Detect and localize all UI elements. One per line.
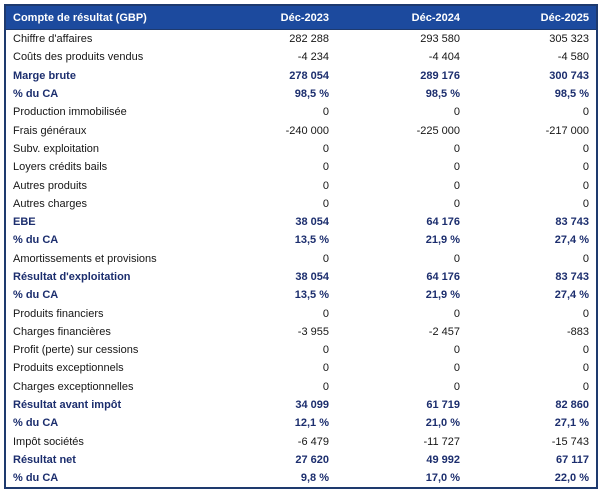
- cell-value: -15 743: [551, 435, 589, 448]
- cell-value: 0: [322, 362, 329, 375]
- cell-value: 22,0 %: [554, 472, 589, 485]
- row-label: Produits exceptionnels: [13, 362, 124, 375]
- cell-value: 9,8 %: [300, 472, 329, 485]
- cell-value: -4 404: [428, 51, 460, 64]
- cell-value: 34 099: [295, 399, 329, 412]
- table-row: [5, 213, 597, 231]
- row-label: Autres charges: [13, 197, 87, 210]
- cell-value: 0: [582, 161, 589, 174]
- cell-value: 0: [582, 142, 589, 155]
- cell-value: 0: [453, 142, 460, 155]
- cell-value: 13,5 %: [294, 289, 329, 302]
- cell-value: 0: [453, 179, 460, 192]
- cell-value: 278 054: [289, 69, 329, 82]
- cell-value: 0: [322, 106, 329, 119]
- cell-value: 38 054: [295, 216, 329, 229]
- row-label: Profit (perte) sur cessions: [13, 344, 139, 357]
- table-row: [5, 67, 597, 85]
- cell-value: 0: [453, 252, 460, 265]
- table-row: [5, 341, 597, 359]
- cell-value: 0: [582, 362, 589, 375]
- row-label: Charges exceptionnelles: [13, 380, 134, 393]
- cell-value: 0: [582, 344, 589, 357]
- cell-value: 38 054: [295, 271, 329, 283]
- cell-value: -11 727: [423, 435, 460, 448]
- row-label: Résultat avant impôt: [13, 399, 122, 412]
- table-title: Compte de résultat (GBP): [5, 5, 205, 30]
- table-row: [5, 433, 597, 451]
- header-row: [5, 5, 597, 30]
- table-row: [5, 85, 597, 103]
- cell-value: 27,4 %: [554, 289, 589, 302]
- cell-value: 12,1 %: [294, 417, 329, 430]
- cell-value: 0: [582, 252, 589, 265]
- row-label: Coûts des produits vendus: [13, 51, 144, 64]
- row-label: Charges financières: [13, 325, 111, 338]
- table-row: [5, 304, 597, 322]
- cell-value: 21,9 %: [425, 234, 460, 247]
- row-label: % du CA: [13, 88, 59, 101]
- cell-value: 61 719: [426, 399, 460, 412]
- row-label: % du CA: [13, 472, 59, 485]
- table-row: [5, 378, 597, 396]
- cell-value: 0: [582, 197, 589, 210]
- table-row: [5, 231, 597, 249]
- table-row: [5, 286, 597, 304]
- cell-value: -3 955: [297, 325, 329, 338]
- cell-value: 0: [322, 380, 329, 393]
- cell-value: 27,4 %: [554, 234, 589, 247]
- cell-value: 282 288: [289, 33, 329, 46]
- cell-value: 49 992: [426, 453, 460, 466]
- table-row: [5, 30, 597, 49]
- cell-value: 0: [322, 252, 329, 265]
- table-row: [5, 250, 597, 268]
- table-row: [5, 451, 597, 469]
- cell-value: -4 234: [297, 51, 329, 64]
- table-row: [5, 323, 597, 341]
- row-label: Résultat d'exploitation: [13, 271, 131, 283]
- cell-value: 17,0 %: [425, 472, 460, 485]
- row-label: Amortissements et provisions: [13, 252, 157, 265]
- cell-value: 0: [322, 197, 329, 210]
- cell-value: 21,0 %: [425, 417, 460, 430]
- table-row: [5, 48, 597, 66]
- cell-value: 13,5 %: [294, 234, 329, 247]
- cell-value: 0: [453, 106, 460, 119]
- cell-value: 300 743: [549, 69, 589, 82]
- cell-value: 0: [582, 179, 589, 192]
- cell-value: 27 620: [295, 453, 329, 466]
- table-row: [5, 158, 597, 176]
- cell-value: 0: [322, 344, 329, 357]
- table-row: [5, 359, 597, 377]
- cell-value: 0: [322, 142, 329, 155]
- row-label: Production immobilisée: [13, 106, 127, 119]
- cell-value: 82 860: [555, 399, 589, 412]
- row-label: Impôt sociétés: [13, 435, 84, 448]
- column-header-dec-2023: Déc-2023: [205, 5, 336, 30]
- cell-value: 98,5 %: [425, 88, 460, 101]
- column-header-dec-2024: Déc-2024: [336, 5, 467, 30]
- cell-value: -240 000: [285, 124, 329, 137]
- row-label: Subv. exploitation: [13, 142, 100, 155]
- row-label: Produits financiers: [13, 307, 104, 320]
- cell-value: 0: [582, 106, 589, 119]
- cell-value: 0: [453, 362, 460, 375]
- table-row: [5, 176, 597, 194]
- cell-value: 64 176: [426, 216, 460, 229]
- row-label: Chiffre d'affaires: [13, 33, 93, 46]
- cell-value: -4 580: [557, 51, 589, 64]
- cell-value: -2 457: [428, 325, 460, 338]
- cell-value: 98,5 %: [294, 88, 329, 101]
- cell-value: 305 323: [549, 33, 589, 46]
- income-statement-table: [4, 4, 598, 489]
- table-row: [5, 414, 597, 432]
- cell-value: 0: [322, 307, 329, 320]
- table-row: [5, 469, 597, 488]
- table-row: [5, 195, 597, 213]
- cell-value: 0: [453, 307, 460, 320]
- table-row: [5, 140, 597, 158]
- cell-value: 21,9 %: [425, 289, 460, 302]
- table-row: [5, 103, 597, 121]
- row-label: EBE: [13, 216, 36, 229]
- row-label: % du CA: [13, 417, 59, 430]
- cell-value: 293 580: [420, 33, 460, 46]
- cell-value: 98,5 %: [554, 88, 589, 101]
- table-row: [5, 121, 597, 139]
- cell-value: 289 176: [420, 69, 460, 82]
- cell-value: 64 176: [426, 271, 460, 283]
- cell-value: 67 117: [555, 453, 589, 466]
- cell-value: -217 000: [545, 124, 589, 137]
- row-label: % du CA: [13, 234, 59, 247]
- table-row: [5, 396, 597, 414]
- cell-value: 83 743: [555, 271, 589, 283]
- cell-value: 0: [582, 380, 589, 393]
- table-row: [5, 268, 597, 286]
- row-label: Loyers crédits bails: [13, 161, 108, 174]
- cell-value: 27,1 %: [554, 417, 589, 430]
- cell-value: 0: [453, 197, 460, 210]
- row-label: Autres produits: [13, 179, 87, 192]
- cell-value: 0: [453, 161, 460, 174]
- row-label: % du CA: [13, 289, 59, 302]
- cell-value: 83 743: [555, 216, 589, 229]
- row-label: Marge brute: [13, 69, 76, 82]
- cell-value: -6 479: [297, 435, 329, 448]
- cell-value: -883: [566, 325, 589, 338]
- cell-value: 0: [582, 307, 589, 320]
- cell-value: 0: [453, 344, 460, 357]
- cell-value: 0: [322, 161, 329, 174]
- cell-value: 0: [322, 179, 329, 192]
- row-label: Frais généraux: [13, 124, 87, 137]
- column-header-dec-2025: Déc-2025: [467, 5, 597, 30]
- cell-value: 0: [453, 380, 460, 393]
- cell-value: -225 000: [416, 124, 460, 137]
- row-label: Résultat net: [13, 453, 76, 466]
